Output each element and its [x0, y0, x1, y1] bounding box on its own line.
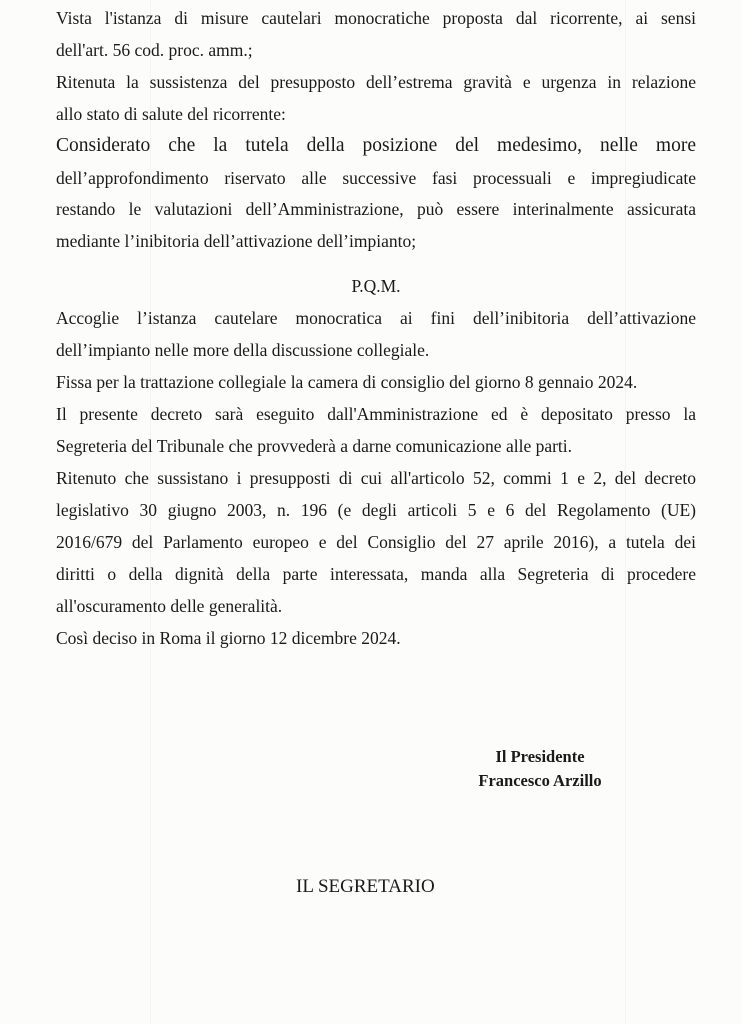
text-line: Segreteria del Tribunale che provvederà a darne comunicazione alle parti.: [56, 436, 573, 456]
text-line: Accoglie l’istanza cautelare monocratica ai fini dell’inibitoria dell’attivazione: [56, 308, 696, 328]
secretary-label: IL SEGRETARIO: [296, 876, 435, 897]
text-line: dell’approfondimento riservato alle successive fasi processuali e impregiudicate: [56, 168, 696, 188]
signature-name: Francesco Arzillo: [478, 771, 602, 790]
text-line: Considerato che la tutela della posizione del medesimo, nelle more: [56, 135, 696, 156]
text-line: mediante l’inibitoria dell’attivazione dell’impianto;: [56, 231, 417, 251]
text-line: restando le valutazioni dell’Amministrazione, può essere interinalmente assicurata: [56, 199, 696, 219]
text-line: diritti o della dignità della parte interessata, manda alla Segreteria di procedere: [56, 564, 696, 584]
section-heading-pqm: P.Q.M.: [351, 276, 401, 296]
text-line: Vista l'istanza di misure cautelari monocratiche proposta dal ricorrente, ai sensi: [56, 8, 696, 28]
text-line: all'oscuramento delle generalità.: [56, 596, 283, 616]
text-line: Ritenuto che sussistano i presupposti di cui all'articolo 52, commi 1 e 2, del decreto: [56, 468, 696, 488]
text-line: allo stato di salute del ricorrente:: [56, 104, 286, 124]
text-line: Ritenuta la sussistenza del presupposto dell’estrema gravità e urgenza in relazione: [56, 72, 696, 92]
text-line: legislativo 30 giugno 2003, n. 196 (e degli articoli 5 e 6 del Regolamento (UE): [56, 500, 696, 520]
closing-line: Così deciso in Roma il giorno 12 dicembre 2024.: [56, 628, 401, 648]
text-line: 2016/679 del Parlamento europeo e del Consiglio del 27 aprile 2016), a tutela dei: [56, 532, 696, 552]
text-line: Il presente decreto sarà eseguito dall'Amministrazione ed è depositato presso la: [56, 404, 696, 424]
signature-title: Il Presidente: [495, 747, 585, 766]
text-line: Fissa per la trattazione collegiale la camera di consiglio del giorno 8 gennaio 2024.: [56, 372, 638, 392]
text-line: dell'art. 56 cod. proc. amm.;: [56, 40, 253, 60]
text-line: dell’impianto nelle more della discussione collegiale.: [56, 340, 430, 360]
